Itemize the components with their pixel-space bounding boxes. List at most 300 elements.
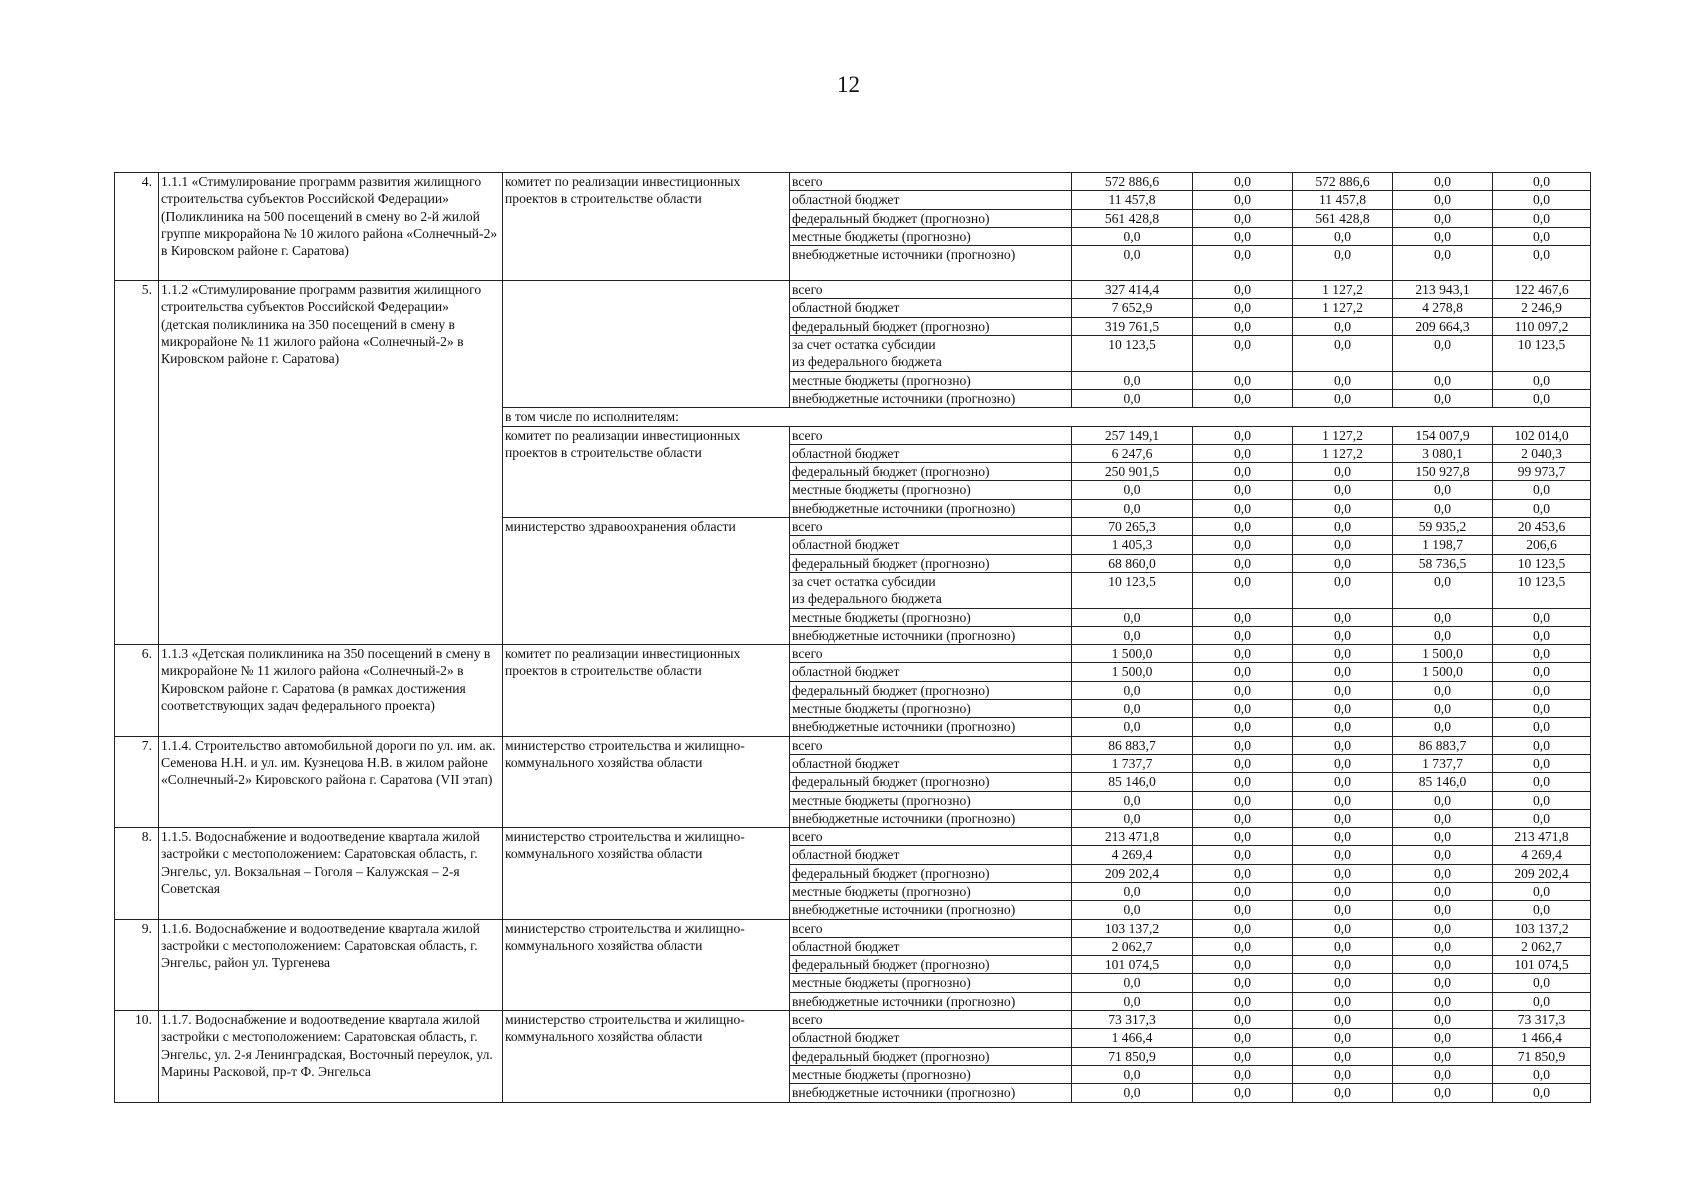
item-title: 1.1.7. Водоснабжение и водоотведение квартала жилой застройки с местоположением: Саратовская область, г. Энгельс, ул. 2-я Ленинградская, Восточный переулок, ул. Марины Расковой, пр-т Ф. Энгельса [159, 1011, 503, 1102]
amount-cell: 0,0 [1193, 209, 1293, 227]
executor-cell: министерство строительства и жилищно-коммунального хозяйства области [503, 1011, 790, 1102]
funding-source: за счет остатка субсидии из федерального бюджета [790, 572, 1072, 608]
amount-cell: 0,0 [1193, 299, 1293, 317]
amount-cell: 6 247,6 [1072, 444, 1193, 462]
amount-cell: 0,0 [1293, 645, 1393, 663]
amount-cell: 0,0 [1493, 882, 1591, 900]
amount-cell: 85 146,0 [1393, 773, 1493, 791]
amount-cell: 0,0 [1493, 499, 1591, 517]
amount-cell: 0,0 [1193, 773, 1293, 791]
amount-cell: 3 080,1 [1393, 444, 1493, 462]
amount-cell: 0,0 [1193, 1084, 1293, 1102]
amount-cell: 0,0 [1193, 499, 1293, 517]
amount-cell: 0,0 [1393, 718, 1493, 736]
amount-cell: 0,0 [1493, 700, 1591, 718]
amount-cell: 0,0 [1293, 828, 1393, 846]
table-row [115, 645, 1591, 663]
item-title: 1.1.1 «Стимулирование программ развития жилищного строительства субъектов Российской Федерации» (Поликлиника на 500 посещений в смену во 2-й жилой группе микрорайона № 10 жилого района «Солнечный-2» в Кировском районе г. Саратова) [159, 173, 503, 281]
amount-cell: 0,0 [1293, 901, 1393, 919]
amount-cell: 0,0 [1393, 700, 1493, 718]
amount-cell: 0,0 [1393, 681, 1493, 699]
amount-cell: 0,0 [1072, 1065, 1193, 1083]
amount-cell: 59 935,2 [1393, 518, 1493, 536]
funding-source: областной бюджет [790, 663, 1072, 681]
funding-source: местные бюджеты (прогнозно) [790, 974, 1072, 992]
amount-cell: 0,0 [1293, 754, 1393, 772]
amount-cell: 0,0 [1193, 736, 1293, 754]
item-title: 1.1.3 «Детская поликлиника на 350 посещений в смену в микрорайоне № 11 жилого района «Солнечный-2» в Кировском районе г. Саратова (в рамках достижения соответствующих задач федерального проекта) [159, 645, 503, 736]
amount-cell: 0,0 [1193, 444, 1293, 462]
funding-source: внебюджетные источники (прогнозно) [790, 901, 1072, 919]
amount-cell: 0,0 [1393, 626, 1493, 644]
amount-cell: 0,0 [1293, 992, 1393, 1010]
amount-cell: 68 860,0 [1072, 554, 1193, 572]
amount-cell: 0,0 [1493, 974, 1591, 992]
amount-cell: 0,0 [1193, 191, 1293, 209]
executor-cell: министерство строительства и жилищно-коммунального хозяйства области [503, 736, 790, 827]
funding-source: областной бюджет [790, 846, 1072, 864]
item-title: 1.1.6. Водоснабжение и водоотведение квартала жилой застройки с местоположением: Саратовская область, г. Энгельс, район ул. Тургенева [159, 919, 503, 1010]
amount-cell: 572 886,6 [1293, 173, 1393, 191]
amount-cell: 0,0 [1193, 371, 1293, 389]
amount-cell: 0,0 [1393, 882, 1493, 900]
amount-cell: 103 137,2 [1072, 919, 1193, 937]
executor-cell: министерство строительства и жилищно-коммунального хозяйства области [503, 828, 790, 919]
amount-cell: 0,0 [1193, 718, 1293, 736]
amount-cell: 0,0 [1193, 317, 1293, 335]
amount-cell: 0,0 [1293, 809, 1393, 827]
amount-cell: 7 652,9 [1072, 299, 1193, 317]
funding-source: местные бюджеты (прогнозно) [790, 481, 1072, 499]
amount-cell: 257 149,1 [1072, 426, 1193, 444]
amount-cell: 11 457,8 [1293, 191, 1393, 209]
funding-source: внебюджетные источники (прогнозно) [790, 246, 1072, 281]
funding-source: всего [790, 518, 1072, 536]
amount-cell: 0,0 [1393, 1084, 1493, 1102]
amount-cell: 0,0 [1072, 718, 1193, 736]
amount-cell: 0,0 [1493, 191, 1591, 209]
amount-cell: 73 317,3 [1493, 1011, 1591, 1029]
item-number: 9. [115, 919, 159, 1010]
amount-cell: 1 737,7 [1393, 754, 1493, 772]
item-title: 1.1.2 «Стимулирование программ развития жилищного строительства субъектов Российской Федерации» (детская поликлиника на 350 посещений в смену в микрорайоне № 11 жилого района «Солнечный-2» в Кировском районе г. Саратова) [159, 281, 503, 645]
amount-cell: 0,0 [1493, 371, 1591, 389]
amount-cell: 0,0 [1493, 389, 1591, 407]
amount-cell: 0,0 [1293, 536, 1393, 554]
amount-cell: 1 127,2 [1293, 426, 1393, 444]
table-row [115, 281, 1591, 299]
amount-cell: 0,0 [1293, 608, 1393, 626]
funding-source: областной бюджет [790, 937, 1072, 955]
amount-cell: 0,0 [1072, 700, 1193, 718]
funding-source: всего [790, 173, 1072, 191]
table-row [115, 173, 1591, 191]
budget-table [114, 172, 1591, 1103]
amount-cell: 0,0 [1193, 754, 1293, 772]
amount-cell: 1 500,0 [1072, 663, 1193, 681]
amount-cell: 0,0 [1193, 681, 1293, 699]
funding-source: за счет остатка субсидии из федерального бюджета [790, 336, 1072, 372]
amount-cell: 1 500,0 [1393, 663, 1493, 681]
funding-source: местные бюджеты (прогнозно) [790, 608, 1072, 626]
amount-cell: 1 405,3 [1072, 536, 1193, 554]
amount-cell: 20 453,6 [1493, 518, 1591, 536]
amount-cell: 0,0 [1193, 974, 1293, 992]
amount-cell: 0,0 [1072, 901, 1193, 919]
amount-cell: 0,0 [1072, 227, 1193, 245]
amount-cell: 0,0 [1393, 1047, 1493, 1065]
amount-cell: 561 428,8 [1293, 209, 1393, 227]
amount-cell: 0,0 [1193, 901, 1293, 919]
table-row [115, 736, 1591, 754]
amount-cell: 150 927,8 [1393, 463, 1493, 481]
amount-cell: 213 943,1 [1393, 281, 1493, 299]
amount-cell: 0,0 [1493, 209, 1591, 227]
amount-cell: 0,0 [1493, 246, 1591, 281]
amount-cell: 0,0 [1493, 173, 1591, 191]
amount-cell: 0,0 [1493, 1065, 1591, 1083]
funding-source: областной бюджет [790, 536, 1072, 554]
funding-source: областной бюджет [790, 299, 1072, 317]
budget-table-body [115, 173, 1591, 1103]
funding-source: всего [790, 426, 1072, 444]
amount-cell: 0,0 [1293, 518, 1393, 536]
amount-cell: 0,0 [1393, 864, 1493, 882]
amount-cell: 0,0 [1293, 1029, 1393, 1047]
amount-cell: 10 123,5 [1493, 336, 1591, 372]
amount-cell: 209 664,3 [1393, 317, 1493, 335]
amount-cell: 0,0 [1193, 554, 1293, 572]
amount-cell: 0,0 [1293, 663, 1393, 681]
amount-cell: 0,0 [1493, 736, 1591, 754]
amount-cell: 0,0 [1293, 937, 1393, 955]
amount-cell: 0,0 [1293, 371, 1393, 389]
item-number: 6. [115, 645, 159, 736]
amount-cell: 2 062,7 [1493, 937, 1591, 955]
table-row [115, 919, 1591, 937]
amount-cell: 0,0 [1393, 227, 1493, 245]
amount-cell: 0,0 [1293, 681, 1393, 699]
amount-cell: 0,0 [1293, 1011, 1393, 1029]
amount-cell: 0,0 [1193, 1065, 1293, 1083]
amount-cell: 0,0 [1193, 846, 1293, 864]
amount-cell: 0,0 [1072, 389, 1193, 407]
amount-cell: 0,0 [1193, 809, 1293, 827]
amount-cell: 1 127,2 [1293, 299, 1393, 317]
amount-cell: 0,0 [1293, 956, 1393, 974]
amount-cell: 1 198,7 [1393, 536, 1493, 554]
amount-cell: 1 466,4 [1072, 1029, 1193, 1047]
amount-cell: 0,0 [1293, 773, 1393, 791]
amount-cell: 209 202,4 [1493, 864, 1591, 882]
amount-cell: 0,0 [1393, 791, 1493, 809]
executors-subheading: в том числе по исполнителям: [503, 408, 1591, 426]
amount-cell: 0,0 [1493, 626, 1591, 644]
amount-cell: 0,0 [1193, 956, 1293, 974]
funding-source: федеральный бюджет (прогнозно) [790, 773, 1072, 791]
amount-cell: 4 278,8 [1393, 299, 1493, 317]
amount-cell: 0,0 [1393, 572, 1493, 608]
amount-cell: 0,0 [1293, 317, 1393, 335]
funding-source: внебюджетные источники (прогнозно) [790, 992, 1072, 1010]
page-number: 12 [837, 72, 860, 97]
amount-cell: 0,0 [1493, 1084, 1591, 1102]
table-row [115, 1011, 1591, 1029]
funding-source: всего [790, 1011, 1072, 1029]
amount-cell: 0,0 [1493, 663, 1591, 681]
item-title: 1.1.5. Водоснабжение и водоотведение квартала жилой застройки с местоположением: Саратовская область, г. Энгельс, ул. Вокзальная – Гоголя – Калужская – 2-я Советская [159, 828, 503, 919]
executor-cell [503, 281, 790, 408]
amount-cell: 0,0 [1493, 773, 1591, 791]
executor-cell: министерство здравоохранения области [503, 518, 790, 645]
amount-cell: 0,0 [1293, 791, 1393, 809]
amount-cell: 0,0 [1072, 809, 1193, 827]
funding-source: внебюджетные источники (прогнозно) [790, 1084, 1072, 1102]
amount-cell: 102 014,0 [1493, 426, 1591, 444]
amount-cell: 0,0 [1293, 864, 1393, 882]
amount-cell: 0,0 [1072, 681, 1193, 699]
amount-cell: 0,0 [1493, 791, 1591, 809]
amount-cell: 0,0 [1193, 227, 1293, 245]
amount-cell: 122 467,6 [1493, 281, 1591, 299]
amount-cell: 0,0 [1393, 992, 1493, 1010]
amount-cell: 0,0 [1493, 901, 1591, 919]
funding-source: областной бюджет [790, 444, 1072, 462]
amount-cell: 0,0 [1293, 572, 1393, 608]
item-number: 5. [115, 281, 159, 645]
funding-source: местные бюджеты (прогнозно) [790, 227, 1072, 245]
amount-cell: 0,0 [1393, 371, 1493, 389]
amount-cell: 71 850,9 [1072, 1047, 1193, 1065]
amount-cell: 0,0 [1293, 336, 1393, 372]
amount-cell: 209 202,4 [1072, 864, 1193, 882]
amount-cell: 70 265,3 [1072, 518, 1193, 536]
amount-cell: 0,0 [1493, 809, 1591, 827]
amount-cell: 58 736,5 [1393, 554, 1493, 572]
item-number: 4. [115, 173, 159, 281]
amount-cell: 2 040,3 [1493, 444, 1591, 462]
amount-cell: 0,0 [1293, 718, 1393, 736]
funding-source: внебюджетные источники (прогнозно) [790, 499, 1072, 517]
item-number: 8. [115, 828, 159, 919]
amount-cell: 319 761,5 [1072, 317, 1193, 335]
amount-cell: 0,0 [1293, 846, 1393, 864]
amount-cell: 0,0 [1493, 681, 1591, 699]
amount-cell: 0,0 [1393, 809, 1493, 827]
amount-cell: 0,0 [1193, 463, 1293, 481]
amount-cell: 10 123,5 [1072, 336, 1193, 372]
amount-cell: 250 901,5 [1072, 463, 1193, 481]
amount-cell: 0,0 [1293, 919, 1393, 937]
amount-cell: 0,0 [1193, 1029, 1293, 1047]
amount-cell: 0,0 [1193, 663, 1293, 681]
amount-cell: 1 737,7 [1072, 754, 1193, 772]
amount-cell: 4 269,4 [1072, 846, 1193, 864]
amount-cell: 0,0 [1193, 882, 1293, 900]
funding-source: внебюджетные источники (прогнозно) [790, 389, 1072, 407]
amount-cell: 0,0 [1493, 227, 1591, 245]
table-row [115, 828, 1591, 846]
amount-cell: 0,0 [1193, 645, 1293, 663]
amount-cell: 327 414,4 [1072, 281, 1193, 299]
amount-cell: 110 097,2 [1493, 317, 1591, 335]
funding-source: федеральный бюджет (прогнозно) [790, 864, 1072, 882]
amount-cell: 1 466,4 [1493, 1029, 1591, 1047]
amount-cell: 101 074,5 [1072, 956, 1193, 974]
amount-cell: 0,0 [1293, 1065, 1393, 1083]
amount-cell: 0,0 [1393, 846, 1493, 864]
amount-cell: 0,0 [1493, 481, 1591, 499]
amount-cell: 0,0 [1193, 518, 1293, 536]
amount-cell: 0,0 [1193, 937, 1293, 955]
funding-source: местные бюджеты (прогнозно) [790, 1065, 1072, 1083]
amount-cell: 0,0 [1072, 608, 1193, 626]
amount-cell: 0,0 [1193, 1011, 1293, 1029]
executor-cell: министерство строительства и жилищно-коммунального хозяйства области [503, 919, 790, 1010]
amount-cell: 10 123,5 [1072, 572, 1193, 608]
amount-cell: 0,0 [1293, 481, 1393, 499]
amount-cell: 0,0 [1393, 1065, 1493, 1083]
funding-source: местные бюджеты (прогнозно) [790, 700, 1072, 718]
amount-cell: 0,0 [1293, 554, 1393, 572]
funding-source: местные бюджеты (прогнозно) [790, 791, 1072, 809]
amount-cell: 0,0 [1293, 463, 1393, 481]
amount-cell: 0,0 [1393, 937, 1493, 955]
amount-cell: 0,0 [1393, 173, 1493, 191]
amount-cell: 0,0 [1293, 1047, 1393, 1065]
amount-cell: 0,0 [1493, 645, 1591, 663]
amount-cell: 0,0 [1072, 791, 1193, 809]
item-title: 1.1.4. Строительство автомобильной дороги по ул. им. ак. Семенова Н.Н. и ул. им. Кузнецова Н.В. в жилом районе «Солнечный-2» Кировского района г. Саратова (VII этап) [159, 736, 503, 827]
amount-cell: 0,0 [1393, 389, 1493, 407]
amount-cell: 85 146,0 [1072, 773, 1193, 791]
amount-cell: 0,0 [1293, 882, 1393, 900]
amount-cell: 0,0 [1193, 700, 1293, 718]
amount-cell: 0,0 [1393, 481, 1493, 499]
amount-cell: 0,0 [1393, 919, 1493, 937]
amount-cell: 0,0 [1072, 882, 1193, 900]
funding-source: всего [790, 736, 1072, 754]
amount-cell: 0,0 [1193, 281, 1293, 299]
funding-source: всего [790, 828, 1072, 846]
amount-cell: 0,0 [1393, 336, 1493, 372]
amount-cell: 206,6 [1493, 536, 1591, 554]
amount-cell: 0,0 [1193, 536, 1293, 554]
funding-source: местные бюджеты (прогнозно) [790, 882, 1072, 900]
amount-cell: 0,0 [1193, 481, 1293, 499]
amount-cell: 0,0 [1072, 1084, 1193, 1102]
funding-source: областной бюджет [790, 191, 1072, 209]
executor-cell: комитет по реализации инвестиционных проектов в строительстве области [503, 426, 790, 517]
amount-cell: 0,0 [1072, 992, 1193, 1010]
funding-source: внебюджетные источники (прогнозно) [790, 809, 1072, 827]
amount-cell: 86 883,7 [1393, 736, 1493, 754]
funding-source: внебюджетные источники (прогнозно) [790, 718, 1072, 736]
amount-cell: 1 127,2 [1293, 281, 1393, 299]
amount-cell: 0,0 [1193, 608, 1293, 626]
funding-source: всего [790, 919, 1072, 937]
amount-cell: 0,0 [1293, 1084, 1393, 1102]
funding-source: федеральный бюджет (прогнозно) [790, 956, 1072, 974]
funding-source: внебюджетные источники (прогнозно) [790, 626, 1072, 644]
amount-cell: 0,0 [1493, 608, 1591, 626]
amount-cell: 0,0 [1193, 791, 1293, 809]
amount-cell: 0,0 [1393, 191, 1493, 209]
amount-cell: 0,0 [1393, 608, 1493, 626]
amount-cell: 2 246,9 [1493, 299, 1591, 317]
amount-cell: 0,0 [1393, 901, 1493, 919]
amount-cell: 0,0 [1193, 626, 1293, 644]
funding-source: всего [790, 281, 1072, 299]
amount-cell: 0,0 [1072, 626, 1193, 644]
amount-cell: 213 471,8 [1493, 828, 1591, 846]
amount-cell: 0,0 [1293, 974, 1393, 992]
amount-cell: 0,0 [1193, 173, 1293, 191]
amount-cell: 213 471,8 [1072, 828, 1193, 846]
amount-cell: 0,0 [1293, 626, 1393, 644]
amount-cell: 86 883,7 [1072, 736, 1193, 754]
amount-cell: 561 428,8 [1072, 209, 1193, 227]
funding-source: федеральный бюджет (прогнозно) [790, 463, 1072, 481]
amount-cell: 0,0 [1072, 246, 1193, 281]
executor-cell: комитет по реализации инвестиционных проектов в строительстве области [503, 645, 790, 736]
amount-cell: 0,0 [1072, 974, 1193, 992]
item-number: 10. [115, 1011, 159, 1102]
amount-cell: 0,0 [1193, 246, 1293, 281]
amount-cell: 0,0 [1193, 426, 1293, 444]
funding-source: местные бюджеты (прогнозно) [790, 371, 1072, 389]
amount-cell: 10 123,5 [1493, 554, 1591, 572]
item-number: 7. [115, 736, 159, 827]
amount-cell: 0,0 [1193, 1047, 1293, 1065]
amount-cell: 0,0 [1193, 828, 1293, 846]
amount-cell: 0,0 [1393, 246, 1493, 281]
funding-source: федеральный бюджет (прогнозно) [790, 554, 1072, 572]
amount-cell: 0,0 [1193, 389, 1293, 407]
amount-cell: 73 317,3 [1072, 1011, 1193, 1029]
amount-cell: 1 127,2 [1293, 444, 1393, 462]
funding-source: федеральный бюджет (прогнозно) [790, 209, 1072, 227]
amount-cell: 11 457,8 [1072, 191, 1193, 209]
amount-cell: 0,0 [1393, 209, 1493, 227]
amount-cell: 0,0 [1393, 828, 1493, 846]
amount-cell: 0,0 [1293, 736, 1393, 754]
amount-cell: 154 007,9 [1393, 426, 1493, 444]
amount-cell: 1 500,0 [1072, 645, 1193, 663]
executor-cell: комитет по реализации инвестиционных проектов в строительстве области [503, 173, 790, 281]
amount-cell: 0,0 [1393, 499, 1493, 517]
funding-source: областной бюджет [790, 1029, 1072, 1047]
amount-cell: 2 062,7 [1072, 937, 1193, 955]
amount-cell: 0,0 [1293, 700, 1393, 718]
amount-cell: 0,0 [1493, 718, 1591, 736]
amount-cell: 572 886,6 [1072, 173, 1193, 191]
funding-source: всего [790, 645, 1072, 663]
amount-cell: 4 269,4 [1493, 846, 1591, 864]
amount-cell: 0,0 [1193, 572, 1293, 608]
funding-source: федеральный бюджет (прогнозно) [790, 681, 1072, 699]
amount-cell: 1 500,0 [1393, 645, 1493, 663]
amount-cell: 0,0 [1393, 1029, 1493, 1047]
amount-cell: 0,0 [1072, 481, 1193, 499]
amount-cell: 71 850,9 [1493, 1047, 1591, 1065]
amount-cell: 0,0 [1072, 371, 1193, 389]
amount-cell: 0,0 [1493, 992, 1591, 1010]
amount-cell: 0,0 [1193, 992, 1293, 1010]
amount-cell: 0,0 [1293, 389, 1393, 407]
amount-cell: 0,0 [1293, 227, 1393, 245]
amount-cell: 0,0 [1393, 1011, 1493, 1029]
